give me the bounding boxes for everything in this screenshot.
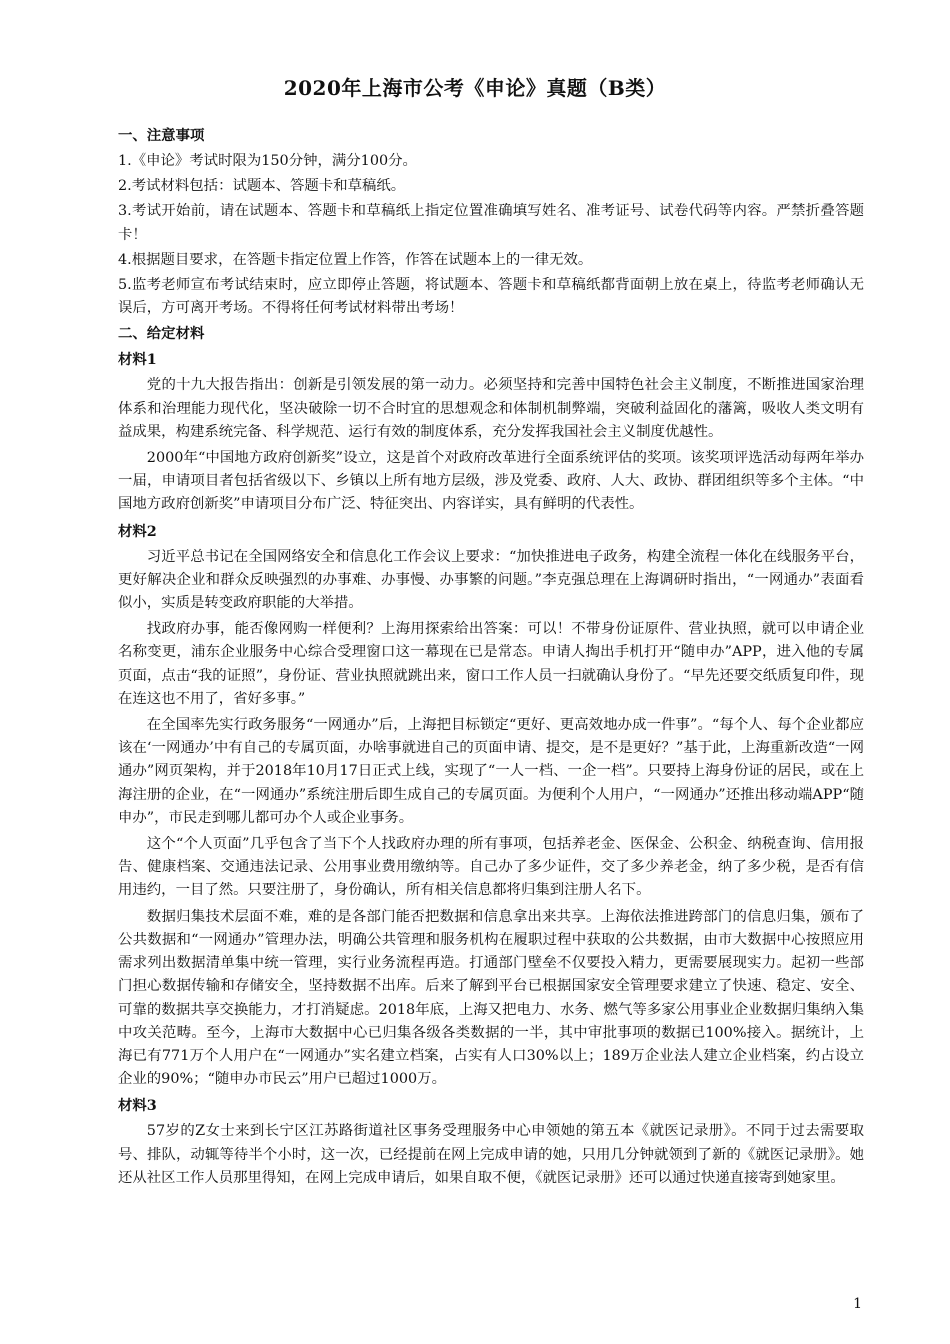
material-paragraph: 数据归集技术层面不难，难的是各部门能否把数据和信息拿出来共享。上海依法推进跨部门的信息归集，颁布了公共数据和“一网通办”管理办法，明确公共管理和服务机构在履职过程中获取的公共数据，由市大数据中心按照应用需求列出数据清单集中统一管理，实行业务流程再造。打通部门壁垒不仅要投入精力，更需要展现实力。起初一些部门担心数据传输和存储安全，坚持数据不出库。后来了解到平台已根据国家安全管理要求建立了快速、稳定、安全、可靠的数据共享交换能力，才打消疑虑。2018年底，上海又把电力、水务、燃气等多家公用事业企业数据归集纳入集中攻关范畴。至今，上海市大数据中心已归集各级各类数据的一半，其中审批事项的数据已100%接入。据统计，上海已有771万个人用户在“一网通办”实名建立档案，占实有人口30%以上；189万企业法人建立企业档案，约占设立企业的90%；“随申办市民云”用户已超过1000万。 — [118, 908, 864, 1088]
materials-heading: 二、给定材料 — [118, 325, 205, 343]
material-1-heading: 材料1 — [118, 351, 157, 369]
material-paragraph: 在全国率先实行政务服务“一网通办”后，上海把目标锁定“更好、更高效地办成一件事”。“每个人、每个企业都应该在‘一网通办’中有自己的专属页面，办啥事就进自己的页面申请、提交，是不是更好？”基于此，上海重新改造“一网通办”网页架构，并于2018年10月17日正式上线，实现了“一人一档、一企一档”。只要持上海身份证的居民，或在上海注册的企业，在“一网通办”系统注册后即生成自己的专属页面。为便利个人用户，“一网通办”还推出移动端APP“随申办”，市民走到哪儿都可办个人或企业事务。 — [118, 717, 864, 826]
material-paragraph: 习近平总书记在全国网络安全和信息化工作会议上要求：“加快推进电子政务，构建全流程一体化在线服务平台，更好解决企业和群众反映强烈的办事难、办事慢、办事繁的问题。”李克强总理在上海调研时指出，“一网通办”表面看似小，实质是转变政府职能的大举措。 — [118, 548, 864, 612]
document-body — [118, 124, 864, 1193]
notice-item: 2.考试材料包括：试题本、答题卡和草稿纸。 — [118, 178, 406, 195]
material-paragraph: 找政府办事，能否像网购一样便利？上海用探索给出答案：可以！不带身份证原件、营业执照，就可以申请企业名称变更，浦东企业服务中心综合受理窗口这一幕现在已是常态。申请人掏出手机打开“随申办”APP，进入他的专属页面，点击“我的证照”，身份证、营业执照就跳出来，窗口工作人员一扫就确认身份了。“早先还要交纸质复印件，现在连这也不用了，省好多事。” — [118, 621, 864, 707]
notice-item: 3.考试开始前，请在试题本、答题卡和草稿纸上指定位置准确填写姓名、准考证号、试卷代码等内容。严禁折叠答题卡！ — [118, 203, 864, 243]
page-number: 1 — [853, 1296, 862, 1312]
material-2-heading: 材料2 — [118, 522, 157, 540]
notice-heading: 一、注意事项 — [118, 127, 205, 144]
material-paragraph: 党的十九大报告指出：创新是引领发展的第一动力。必须坚持和完善中国特色社会主义制度，不断推进国家治理体系和治理能力现代化，坚决破除一切不合时宜的思想观念和体制机制弊端，突破利益固化的藩篱，吸收人类文明有益成果，构建系统完备、科学规范、运行有效的制度体系，充分发挥我国社会主义制度优越性。 — [118, 377, 864, 440]
material-paragraph: 57岁的Z女士来到长宁区江苏路街道社区事务受理服务中心申领她的第五本《就医记录册》。不同于过去需要取号、排队，动辄等待半个小时，这一次，已经提前在网上完成申请的她，只用几分钟就领到了新的《就医记录册》。她还从社区工作人员那里得知，在网上完成申请后，如果自取不便，《就医记录册》还可以通过快递直接寄到她家里。 — [118, 1123, 864, 1186]
material-paragraph: 2000年“中国地方政府创新奖”设立，这是首个对政府改革进行全面系统评估的奖项。该奖项评选活动每两年举办一届，申请项目者包括省级以下、乡镇以上所有地方层级，涉及党委、政府、人大、政协、群团组织等多个主体。“中国地方政府创新奖”申请项目分布广泛、特征突出、内容详实，具有鲜明的代表性。 — [118, 450, 864, 513]
document-title: 2020年上海市公考《申论》真题（B类） — [283, 76, 667, 100]
notice-item: 4.根据题目要求，在答题卡指定位置上作答，作答在试题本上的一律无效。 — [118, 251, 593, 268]
notice-item: 5.监考老师宣布考试结束时，应立即停止答题，将试题本、答题卡和草稿纸都背面朝上放在桌上，待监考老师确认无误后，方可离开考场。不得将任何考试材料带出考场！ — [118, 277, 864, 317]
notice-item: 1.《申论》考试时限为150分钟，满分100分。 — [118, 153, 417, 169]
material-3-heading: 材料3 — [118, 1097, 157, 1115]
material-paragraph: 这个“个人页面”几乎包含了当下个人找政府办理的所有事项，包括养老金、医保金、公积金、纳税查询、信用报告、健康档案、交通违法记录、公用事业费用缴纳等。自己办了多少证件，交了多少养老金，纳了多少税，是否有信用违约，一目了然。只要注册了，身份确认，所有相关信息都将归集到注册人名下。 — [118, 836, 864, 899]
